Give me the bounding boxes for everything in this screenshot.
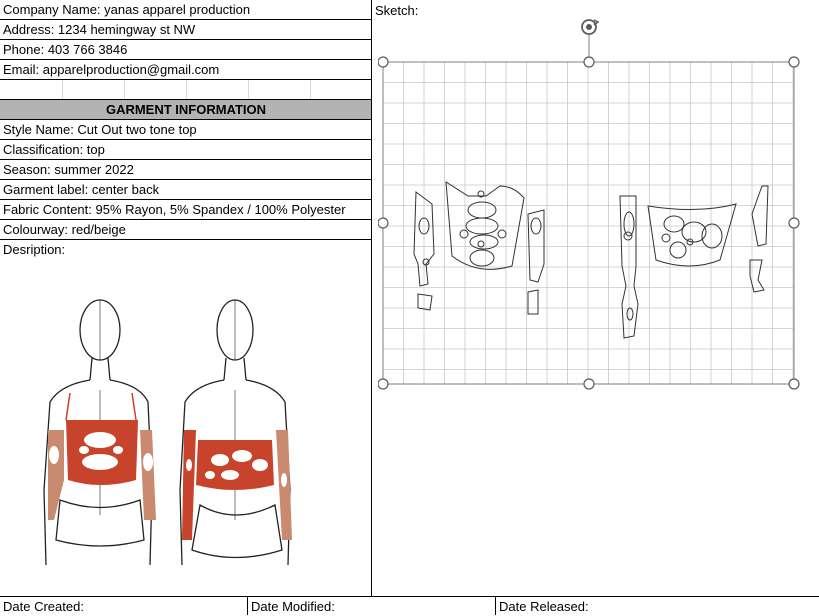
address-cell[interactable]: Address: 1234 hemingway st NW (0, 20, 372, 40)
column-divider (371, 0, 372, 596)
handle-bottom-left (378, 379, 388, 389)
rotate-handle-icon[interactable] (582, 20, 598, 34)
handle-bottom-right (789, 379, 799, 389)
handle-bottom-middle (584, 379, 594, 389)
handle-top-left (378, 57, 388, 67)
colourway-cell[interactable]: Colourway: red/beige (0, 220, 372, 240)
phone-cell[interactable]: Phone: 403 766 3846 (0, 40, 372, 60)
footer-row (0, 596, 819, 614)
info-column (0, 0, 372, 596)
handle-top-middle (584, 57, 594, 67)
season-cell[interactable]: Season: summer 2022 (0, 160, 372, 180)
date-modified-cell[interactable]: Date Modified: (251, 599, 335, 614)
sketch-label[interactable]: Sketch: (375, 3, 419, 18)
date-released-cell[interactable]: Date Released: (499, 599, 589, 614)
sketch-image[interactable] (378, 14, 800, 394)
sketch-grid (383, 62, 794, 384)
back-top (182, 430, 292, 540)
handle-middle-right (789, 218, 799, 228)
description-label[interactable]: Desription: (3, 242, 66, 257)
company-cell[interactable]: Company Name: yanas apparel production (0, 0, 372, 20)
handle-middle-left (378, 218, 388, 228)
fabric-content-cell[interactable]: Fabric Content: 95% Rayon, 5% Spandex / 100% Polyester (0, 200, 372, 220)
classification-cell[interactable]: Classification: top (0, 140, 372, 160)
garment-section-header[interactable]: GARMENT INFORMATION (0, 99, 372, 120)
garment-label-cell[interactable]: Garment label: center back (0, 180, 372, 200)
date-created-cell[interactable]: Date Created: (3, 599, 84, 614)
garment-illustration[interactable] (20, 290, 340, 570)
style-name-cell[interactable]: Style Name: Cut Out two tone top (0, 120, 372, 140)
handle-top-right (789, 57, 799, 67)
blank-row-gridlines (0, 80, 372, 100)
email-cell[interactable]: Email: apparelproduction@gmail.com (0, 60, 372, 80)
